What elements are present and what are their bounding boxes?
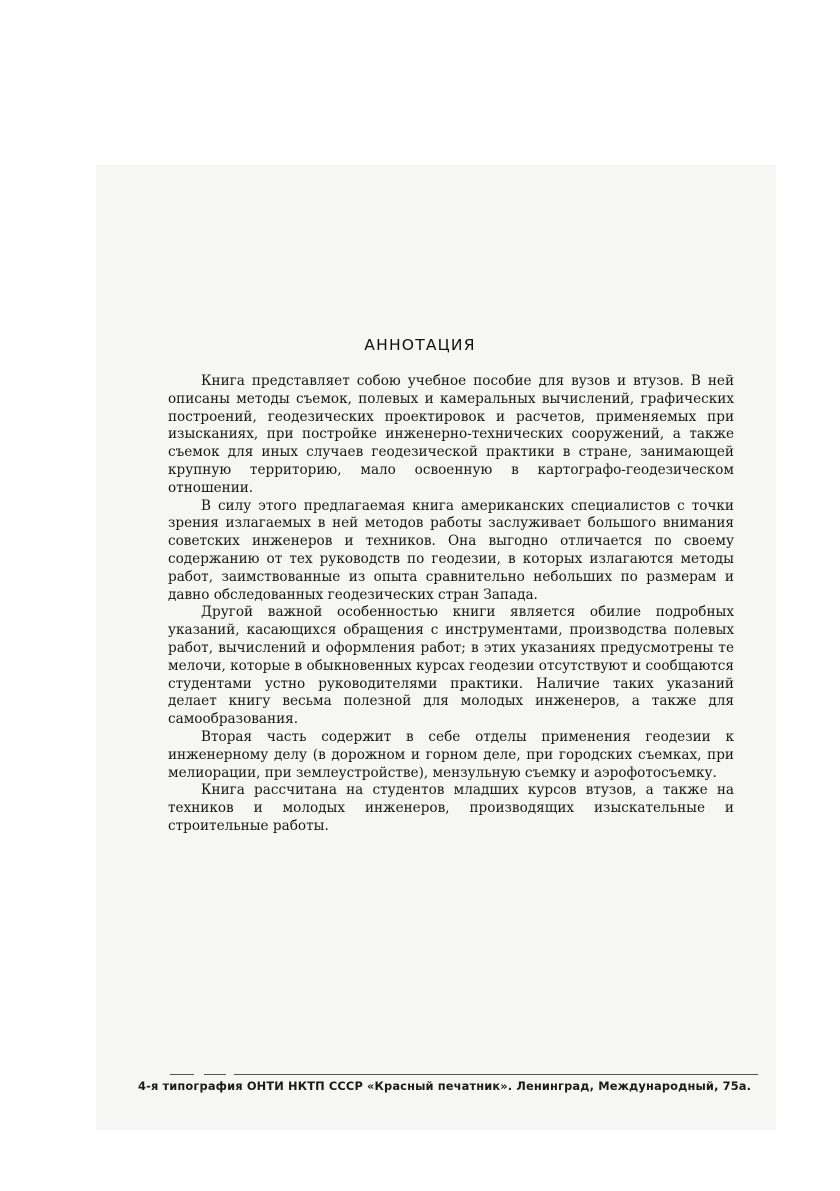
printer-imprint: 4-я типография ОНТИ НКТП СССР «Красный печатник». Ленинград, Международный, 75а. — [138, 1079, 752, 1093]
imprint-rule-segment — [204, 1074, 226, 1075]
imprint-rule — [234, 1074, 758, 1075]
page-title: АННОТАЦИЯ — [364, 336, 476, 354]
paragraph: Книга представляет собою учебное пособие для вузов и втузов. В ней описаны методы съемок, полевых и камеральных вычислений, графических построений, геодезических проектировок и расчетов, применяемых при изысканиях, при постройке инженерно-технических сооружений, а также съемок для иных случаев геодезической практики в стране, занимающей крупную территорию, мало освоенную в картографо-геодезическом отношении. — [168, 373, 734, 496]
annotation-body — [168, 373, 734, 836]
paragraph: Другой важной особенностью книги является обилие подробных указаний, касающихся обращения с инструментами, производства полевых работ, вычислений и оформления работ; в этих указаниях предусмотрены те мелочи, которые в обыкновенных курсах геодезии отсутствуют и сообщаются студентами устно руководителями практики. Наличие таких указаний делает книгу весьма полезной для молодых инженеров, а также для самообразования. — [168, 604, 734, 728]
paragraph: В силу этого предлагаемая книга американских специалистов с точки зрения излагаемых в ней методов работы заслуживает большого внимания советских инженеров и техников. Она выгодно отличается по своему содержанию от тех руководств по геодезии, в которых излагаются методы работ, заимствованные из опыта сравнительно небольших по размерам и давно обследованных геодезических стран Запада. — [168, 497, 734, 603]
paragraph: Книга рассчитана на студентов младших курсов втузов, а также на техников и молодых инженеров, производящих изыскательные и строительные работы. — [168, 782, 734, 834]
imprint-rule-segment — [170, 1074, 194, 1075]
paragraph: Вторая часть содержит в себе отделы применения геодезии к инженерному делу (в дорожном и горном деле, при городских съемках, при мелиорации, при землеустройстве), мензульную съемку и аэрофотосъемку. — [168, 728, 734, 781]
